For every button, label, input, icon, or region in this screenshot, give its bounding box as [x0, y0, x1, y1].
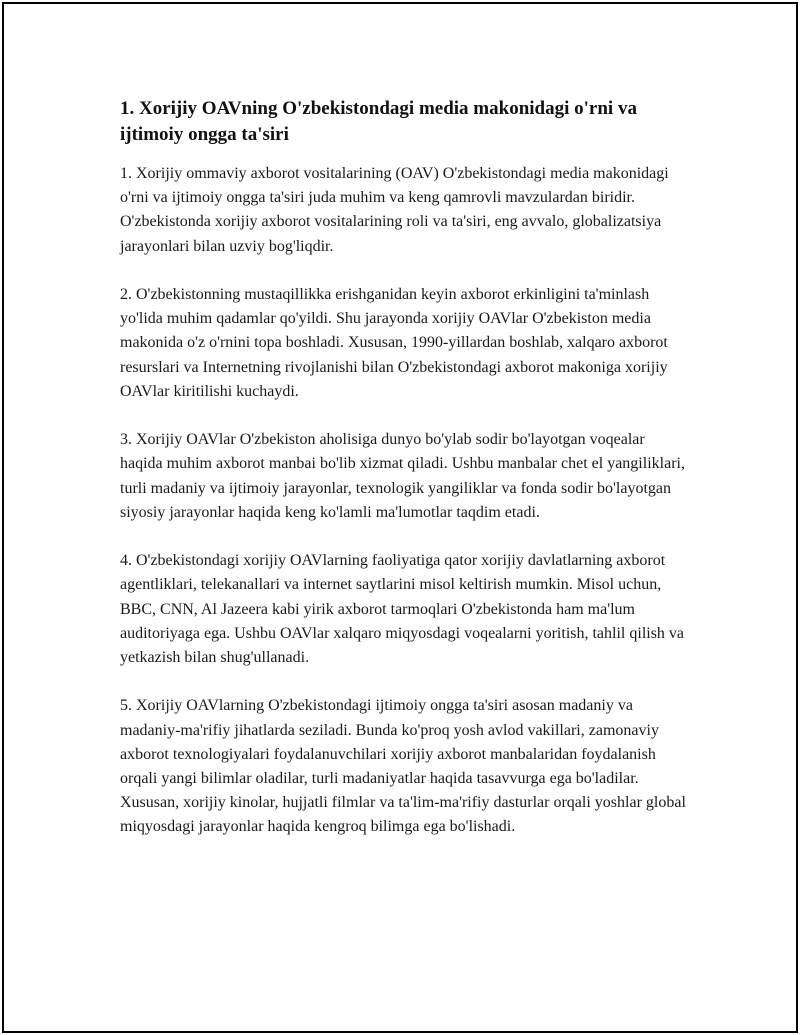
paragraph-1: 1. Xorijiy ommaviy axborot vositalarining (OAV) O'zbekistondagi media makonidagi o'rni va ijtimoiy ongga ta'siri juda muhim va keng qamrovli mavzulardan biridir. O'zbekistonda xorijiy axborot vositalarining roli va ta'siri, eng avvalo, globalizatsiya jarayonlari bilan uzviy bog'liqdir. — [120, 165, 669, 255]
paragraph-3: 3. Xorijiy OAVlar O'zbekiston aholisiga dunyo bo'ylab sodir bo'layotgan voqealar haqida muhim axborot manbai bo'lib xizmat qiladi. Ushbu manbalar chet el yangiliklari, turli madaniy va ijtimoiy jarayonlar, texnologik yangiliklar va fonda sodir bo'layotgan siyosiy jarayonlar haqida keng ko'lamli ma'lumotlar taqdim etadi. — [120, 431, 685, 521]
paragraph-5: 5. Xorijiy OAVlarning O'zbekistondagi ijtimoiy ongga ta'siri asosan madaniy va madaniy-ma'rifiy jihatlarda seziladi. Bunda ko'proq yosh avlod vakillari, zamonaviy axborot texnologiyalari foydalanuvchilari xorijiy axborot manbalaridan foydalanish orqali yangi bilimlar oladilar, turli madaniyatlar haqida tasavvurga ega bo'ladilar. Xususan, xorijiy kinolar, hujjatli filmlar va ta'lim-ma'rifiy dasturlar orqali yoshlar global miqyosdagi jarayonlar haqida kengroq bilimga ega bo'lishadi. — [120, 697, 686, 836]
document-body — [120, 96, 690, 864]
paragraph-4: 4. O'zbekistondagi xorijiy OAVlarning faoliyatiga qator xorijiy davlatlarning axborot agentliklari, telekanallari va internet saytlarini misol keltirish mumkin. Misol uchun, BBC, CNN, Al Jazeera kabi yirik axborot tarmoqlari O'zbekistonda ham ma'lum auditoriyaga ega. Ushbu OAVlar xalqaro miqyosdagi voqealarni yoritish, tahlil qilish va yetkazish bilan shug'ullanadi. — [120, 552, 685, 667]
document-title: 1. Xorijiy OAVning O'zbekistondagi media makonidagi o'rni va ijtimoiy ongga ta'siri — [120, 98, 637, 145]
page-frame — [2, 2, 798, 1033]
paragraph-2: 2. O'zbekistonning mustaqillikka erishganidan keyin axborot erkinligini ta'minlash yo'lida muhim qadamlar qo'yildi. Shu jarayonda xorijiy OAVlar O'zbekiston media makonida o'z o'rnini topa boshladi. Xususan, 1990-yillardan boshlab, xalqaro axborot resurslari va Internetning rivojlanishi bilan O'zbekistondagi axborot makoniga xorijiy OAVlar kiritilishi kuchaydi. — [120, 286, 668, 400]
